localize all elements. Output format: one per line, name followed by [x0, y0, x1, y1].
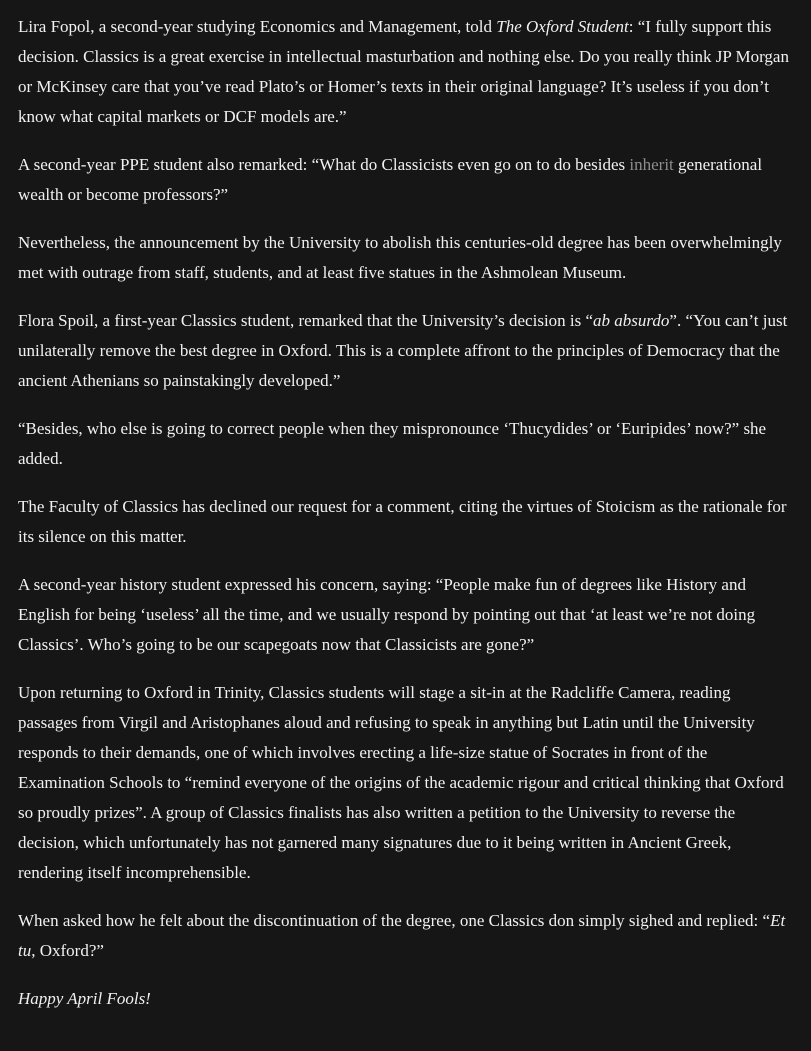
text-segment: generational wealth or become professors?”: [18, 155, 763, 204]
text-segment: ”. “You can’t just unilaterally remove the best degree in Oxford. This is a complete affront to the principles of Democracy that the ancient Athenians so painstakingly developed.”: [18, 311, 788, 390]
sign-off-text: Happy April Fools!: [18, 989, 151, 1008]
text-segment: When asked how he felt about the discontinuation of the degree, one Classics don simply sighed and replied: “: [18, 911, 771, 930]
paragraph-history-student: A second-year history student expressed his concern, saying: “People make fun of degrees like History and English for being ‘useless’ all the time, and we usually respond by pointing out that ‘at least we’re not doing Classics’. Who’s going to be our scapegoats now that Classicists are gone?”: [18, 575, 756, 654]
text-segment: Flora Spoil, a first-year Classics student, remarked that the University’s decision is “: [18, 311, 594, 330]
text-segment: , Oxford?”: [31, 941, 104, 960]
paragraph-flora-spoil: [18, 306, 793, 396]
publication-name: The Oxford Student: [496, 17, 629, 36]
text-segment: Lira Fopol, a second-year studying Economics and Management, told: [18, 17, 497, 36]
text-segment: A second-year PPE student also remarked: “What do Classicists even go on to do besides: [18, 155, 630, 174]
text-segment: : “I fully support this decision. Classics is a great exercise in intellectual masturbation and nothing else. Do you really think JP Morgan or McKinsey care that you’ve read Plato’s or Homer’s texts in their original language? It’s useless if you don’t know what capital markets or DCF models are.”: [18, 17, 789, 126]
latin-phrase: Et tu: [18, 911, 786, 960]
inherit-link[interactable]: inherit: [629, 155, 674, 174]
latin-phrase: ab absurdo: [593, 311, 670, 330]
paragraph-pronounce: “Besides, who else is going to correct people when they mispronounce ‘Thucydides’ or ‘Euripides’ now?” she added.: [18, 419, 767, 468]
paragraph-sit-in: Upon returning to Oxford in Trinity, Classics students will stage a sit-in at the Radcliffe Camera, reading passages from Virgil and Aristophanes aloud and refusing to speak in anything but Latin until the University responds to their demands, one of which involves erecting a life-size statue of Socrates in front of the Examination Schools to “remind everyone of the origins of the academic rigour and critical thinking that Oxford so proudly prizes”. A group of Classics finalists has also written a petition to the University to reverse the decision, which unfortunately has not garnered many signatures due to it being written in Ancient Greek, rendering itself incomprehensible.: [18, 683, 784, 882]
paragraph-ppe-student: [18, 150, 793, 210]
paragraph-classics-don: [18, 906, 793, 966]
sign-off: [18, 984, 793, 1014]
paragraph-outrage: Nevertheless, the announcement by the University to abolish this centuries-old degree has been overwhelmingly met with outrage from staff, students, and at least five statues in the Ashmolean Museum.: [18, 233, 782, 282]
paragraph-faculty-response: The Faculty of Classics has declined our request for a comment, citing the virtues of Stoicism as the rationale for its silence on this matter.: [18, 497, 787, 546]
paragraph-lira-fopol: [18, 12, 793, 132]
